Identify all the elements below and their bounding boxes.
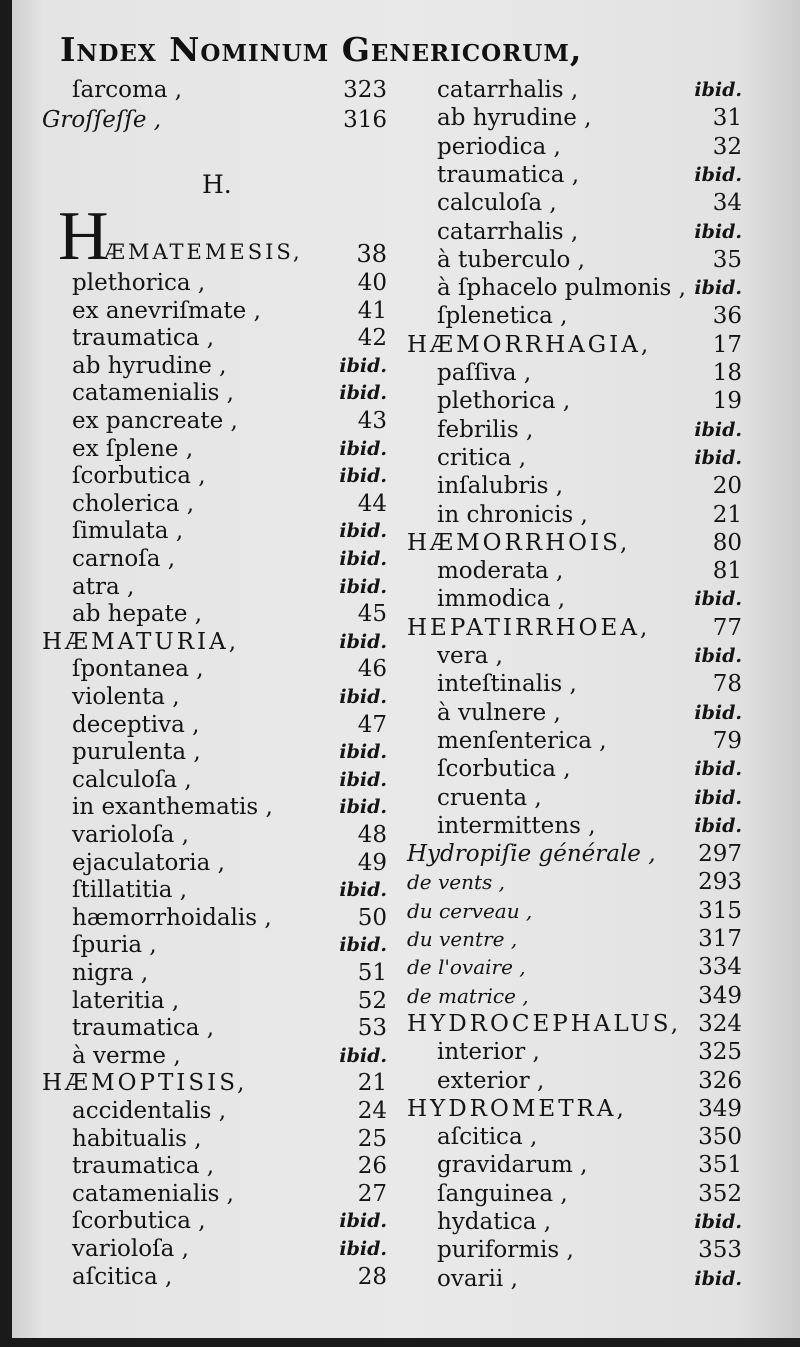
page-header: Index Nominum Genericorum,: [60, 30, 583, 69]
entry-term: immodica ,: [437, 586, 566, 613]
index-entry: [407, 670, 742, 698]
index-entry: [407, 1010, 742, 1038]
entry-page: ibid.: [694, 163, 742, 186]
entry-term: periodica ,: [437, 133, 561, 160]
entry-page: 52: [357, 987, 387, 1014]
entry-term: aſcitica ,: [72, 1263, 173, 1290]
entry-term: de l'ovaire ,: [407, 955, 526, 980]
index-entry: [407, 642, 742, 670]
entry-term: inteſtinalis ,: [437, 671, 577, 698]
entry-term: moderata ,: [437, 558, 564, 585]
entry-page: ibid.: [694, 277, 742, 300]
entry-page: ibid.: [694, 1211, 742, 1233]
entry-term: accidentalis ,: [72, 1098, 227, 1124]
index-entry: [407, 529, 742, 557]
index-entry: [42, 959, 387, 987]
entry-page: ibid.: [339, 465, 387, 488]
index-entry: [407, 557, 742, 585]
entry-term: ſplenetica ,: [437, 303, 568, 330]
entry-term: ab hyrudine ,: [72, 352, 227, 379]
index-entry: [42, 987, 387, 1015]
index-entry: [42, 297, 387, 325]
entry-page: 45: [357, 601, 387, 628]
entry-page: ibid.: [339, 741, 387, 764]
entry-term: traumatica ,: [437, 161, 580, 188]
entry-term: cholerica ,: [72, 490, 195, 517]
entry-page: 77: [712, 614, 742, 641]
entry-page: 323: [343, 77, 387, 103]
entry-term: traumatica ,: [72, 325, 215, 352]
entry-term: febrilis ,: [437, 416, 534, 443]
entry-page: 27: [357, 1180, 387, 1207]
entry-page: ibid.: [339, 768, 387, 791]
index-entry: [407, 755, 742, 783]
entry-term: catarrhalis ,: [437, 77, 579, 103]
entry-page: ibid.: [694, 588, 742, 611]
entry-term: Groſſeſſe ,: [42, 107, 162, 133]
index-entry: [407, 953, 742, 981]
index-entry: [42, 1180, 387, 1208]
entry-page: ibid.: [694, 701, 742, 724]
entry-term: du ventre ,: [407, 927, 518, 951]
index-entry: [407, 189, 742, 217]
entry-term: ex pancreate ,: [72, 408, 238, 434]
entry-term: HYDROCEPHALUS,: [407, 1010, 682, 1037]
index-entry: [42, 490, 387, 518]
index-entry: [407, 1236, 742, 1264]
entry-page: 315: [698, 897, 742, 924]
entry-page: 25: [357, 1125, 387, 1152]
entry-page: 351: [698, 1152, 742, 1179]
entry-page: 46: [357, 656, 387, 683]
index-entry: [407, 897, 742, 925]
entry-page: 353: [698, 1237, 742, 1264]
entry-page: 19: [712, 388, 742, 415]
entry-page: ibid.: [339, 437, 387, 460]
entry-page: 24: [357, 1098, 387, 1124]
entry-term: HÆMOPTISIS,: [42, 1070, 248, 1097]
index-entry: [407, 331, 742, 359]
entry-term: ſpuria ,: [72, 932, 157, 959]
entry-page: ibid.: [694, 814, 742, 837]
index-entry: [42, 628, 387, 656]
index-entry: [407, 444, 742, 472]
entry-page: ibid.: [694, 758, 742, 781]
index-entry: [407, 387, 742, 415]
entry-page: 48: [357, 822, 387, 848]
entry-page: 34: [712, 190, 742, 217]
index-entry: [42, 545, 387, 573]
section-letter: H.: [202, 170, 232, 199]
entry-page: 349: [698, 1095, 742, 1122]
index-entry: [407, 1123, 742, 1151]
entry-term: purulenta ,: [72, 739, 201, 766]
entry-term: à vulnere ,: [437, 699, 561, 726]
entry-term: inſalubris ,: [437, 473, 564, 500]
index-entry: [42, 1014, 387, 1042]
entry-term: ſcorbutica ,: [72, 1208, 206, 1235]
entry-page: ibid.: [694, 220, 742, 243]
entry-page: ibid.: [339, 575, 387, 598]
index-entry: [407, 246, 742, 274]
entry-term: cruenta ,: [437, 784, 542, 811]
entry-term: ab hepate ,: [72, 601, 203, 628]
entry-term: habitualis ,: [72, 1125, 202, 1152]
entry-page: ibid.: [694, 79, 742, 101]
index-entry: [407, 133, 742, 161]
index-entry: [42, 683, 387, 711]
entry-term: du cerveau ,: [407, 898, 533, 923]
index-entry: [42, 655, 387, 683]
index-entry: [407, 812, 742, 840]
entry-term: violenta ,: [72, 684, 180, 710]
entry-term: ovarii ,: [437, 1265, 518, 1292]
entry-term: puriformis ,: [437, 1237, 574, 1264]
entry-page: 18: [712, 360, 742, 386]
index-entry: [42, 1152, 387, 1180]
entry-term: in exanthematis ,: [72, 794, 273, 821]
entry-page: ibid.: [694, 1267, 742, 1290]
index-entry: [407, 1208, 742, 1236]
entry-page: 81: [712, 558, 742, 585]
index-entry: [42, 849, 387, 877]
index-entry: [407, 218, 742, 246]
entry-page: ibid.: [339, 1210, 387, 1233]
entry-term: critica ,: [437, 444, 527, 471]
entry-page: 316: [343, 107, 387, 133]
entry-page: 78: [712, 671, 742, 698]
entry-term: nigra ,: [72, 960, 149, 986]
entry-term: HÆMORRHAGIA,: [407, 331, 652, 358]
index-entry: [407, 1265, 742, 1293]
entry-term: à tuberculo ,: [437, 246, 585, 273]
index-entry: [407, 784, 742, 812]
entry-page: 36: [712, 303, 742, 330]
index-entry: [407, 699, 742, 727]
index-entry: [42, 352, 387, 380]
index-entry: [42, 407, 387, 435]
index-entry: [407, 472, 742, 500]
index-entry: [42, 1097, 387, 1125]
index-entry: [42, 324, 387, 352]
entry-page: 49: [357, 849, 387, 876]
entry-page: 79: [712, 727, 742, 754]
index-entry: [42, 904, 387, 932]
entry-term: intermittens ,: [437, 812, 596, 839]
index-entry: [42, 269, 387, 297]
entry-page: 26: [357, 1153, 387, 1180]
index-entry: [407, 614, 742, 642]
index-entry: [42, 738, 387, 766]
entry-page: 317: [698, 926, 742, 952]
entry-page: ibid.: [694, 645, 742, 667]
entry-page: 47: [357, 711, 387, 738]
index-entry: [407, 1038, 742, 1066]
entry-page: ibid.: [339, 796, 387, 819]
entry-page: 20: [712, 473, 742, 500]
entry-term: in chronicis ,: [437, 501, 588, 528]
entry-term: hæmorrhoidalis ,: [72, 904, 272, 931]
index-entry: [42, 876, 387, 904]
entry-page: 40: [357, 270, 387, 296]
entry-term: de vents ,: [407, 870, 506, 895]
index-entry: [42, 1069, 387, 1097]
entry-page: ibid.: [339, 630, 387, 653]
entry-term: carnoſa ,: [72, 546, 176, 572]
entry-term: catamenialis ,: [72, 380, 234, 407]
entry-term: ſanguinea ,: [437, 1180, 568, 1207]
entry-term: ſcorbutica ,: [437, 756, 571, 783]
index-entry: [42, 711, 387, 739]
entry-term: HÆMORRHOIS,: [407, 529, 631, 556]
entry-term: à ſphacelo pulmonis ,: [437, 275, 686, 302]
entry-term: gravidarum ,: [437, 1152, 588, 1179]
entry-page: ibid.: [339, 382, 387, 405]
index-entry: [42, 1125, 387, 1153]
index-entry: [42, 766, 387, 794]
index-entry: [42, 600, 387, 628]
entry-term: à verme ,: [72, 1042, 181, 1069]
entry-term: varioloſa ,: [72, 822, 189, 848]
index-entry: [407, 104, 742, 132]
index-entry: [407, 416, 742, 444]
entry-page: ibid.: [339, 1238, 387, 1260]
entry-page: ibid.: [694, 446, 742, 469]
entry-term: catamenialis ,: [72, 1180, 234, 1207]
index-entry: [407, 274, 742, 302]
index-entry: [407, 501, 742, 529]
entry-page: 21: [712, 501, 742, 528]
index-entry: [407, 1095, 742, 1123]
index-entry: [407, 1067, 742, 1095]
index-entry: [42, 931, 387, 959]
entry-page: 42: [357, 325, 387, 352]
entry-page: 50: [357, 904, 387, 931]
entry-term: Hydropiſie générale ,: [407, 841, 656, 868]
index-entry: [407, 1180, 742, 1208]
lead-heading: ÆMATEMESIS,: [104, 240, 303, 264]
entry-term: atra ,: [72, 573, 135, 600]
index-entry: [42, 1207, 387, 1235]
entry-page: 297: [698, 841, 742, 868]
entry-term: de matrice ,: [407, 983, 529, 1008]
entry-page: 43: [357, 408, 387, 434]
entry-page: 51: [357, 960, 387, 986]
entry-page: ibid.: [339, 548, 387, 570]
entry-term: aſcitica ,: [437, 1124, 538, 1151]
index-entry: [407, 302, 742, 330]
entry-term: ex anevriſmate ,: [72, 297, 261, 324]
entry-page: 349: [698, 982, 742, 1009]
entry-page: 324: [698, 1010, 742, 1037]
entry-term: calculoſa ,: [437, 190, 557, 217]
entry-page: 326: [698, 1067, 742, 1094]
index-entry: [42, 379, 387, 407]
entry-page: 325: [698, 1039, 742, 1066]
index-entry: [42, 793, 387, 821]
entry-page: ibid.: [694, 418, 742, 441]
index-entry: [42, 106, 387, 134]
index-entry: [42, 1263, 387, 1291]
entry-page: ibid.: [339, 1044, 387, 1067]
entry-page: 32: [712, 133, 742, 160]
index-entry: [42, 1235, 387, 1263]
entry-page: ibid.: [339, 354, 387, 377]
entry-term: ex ſplene ,: [72, 435, 194, 462]
entry-page: 334: [698, 954, 742, 981]
entry-term: varioloſa ,: [72, 1236, 189, 1262]
entry-term: HÆMATURIA,: [42, 628, 240, 655]
entry-page: ibid.: [339, 879, 387, 902]
entry-term: ſimulata ,: [72, 518, 184, 545]
entry-term: ſcorbutica ,: [72, 463, 206, 490]
index-entry: [42, 573, 387, 601]
entry-page: ibid.: [694, 786, 742, 809]
entry-term: catarrhalis ,: [437, 218, 579, 245]
entry-term: menſenterica ,: [437, 727, 607, 754]
entry-page: 293: [698, 869, 742, 896]
entry-term: deceptiva ,: [72, 711, 200, 738]
entry-page: 21: [357, 1070, 387, 1097]
entry-page: ibid.: [339, 686, 387, 708]
entry-term: hydatica ,: [437, 1209, 552, 1235]
entry-page: 28: [357, 1263, 387, 1290]
entry-term: HYDROMETRA,: [407, 1095, 627, 1122]
lead-page: 38: [356, 240, 387, 268]
index-entry: [407, 982, 742, 1010]
index-entry: [407, 727, 742, 755]
entry-term: calculoſa ,: [72, 766, 192, 793]
index-entry: [42, 821, 387, 849]
entry-page: 17: [712, 331, 742, 358]
entry-term: interior ,: [437, 1039, 540, 1066]
entry-term: ſtillatitia ,: [72, 877, 188, 904]
index-entry: [407, 161, 742, 189]
entry-page: 41: [357, 297, 387, 324]
drop-capital: H: [58, 198, 109, 275]
index-entry: [407, 585, 742, 613]
entry-term: ſarcoma ,: [72, 77, 183, 103]
index-entry: [42, 517, 387, 545]
entry-page: 350: [698, 1124, 742, 1151]
index-entry: [42, 1042, 387, 1070]
entry-term: traumatica ,: [72, 1153, 215, 1180]
entry-term: paſſiva ,: [437, 360, 532, 386]
entry-page: 44: [357, 490, 387, 517]
entry-term: traumatica ,: [72, 1015, 215, 1042]
entry-page: 352: [698, 1180, 742, 1207]
entry-page: 80: [712, 529, 742, 556]
index-entry: [407, 1151, 742, 1179]
book-page: [12, 0, 800, 1338]
index-entry: [42, 76, 387, 104]
entry-term: exterior ,: [437, 1067, 545, 1094]
index-entry: [407, 925, 742, 953]
entry-term: HEPATIRRHOEA,: [407, 614, 651, 641]
entry-term: ab hyrudine ,: [437, 105, 592, 132]
entry-term: vera ,: [437, 643, 503, 669]
entry-term: plethorica ,: [72, 270, 206, 296]
index-entry: [407, 868, 742, 896]
index-entry: [42, 462, 387, 490]
entry-term: ſpontanea ,: [72, 656, 204, 683]
entry-term: lateritia ,: [72, 987, 180, 1014]
index-entry: [407, 359, 742, 387]
entry-page: 53: [357, 1015, 387, 1042]
entry-page: ibid.: [339, 934, 387, 957]
index-entry: [407, 76, 742, 104]
index-entry: [42, 435, 387, 463]
entry-term: plethorica ,: [437, 388, 571, 415]
index-entry: [407, 840, 742, 868]
entry-page: ibid.: [339, 520, 387, 543]
entry-page: 35: [712, 246, 742, 273]
entry-term: ejaculatoria ,: [72, 849, 225, 876]
entry-page: 31: [712, 105, 742, 132]
